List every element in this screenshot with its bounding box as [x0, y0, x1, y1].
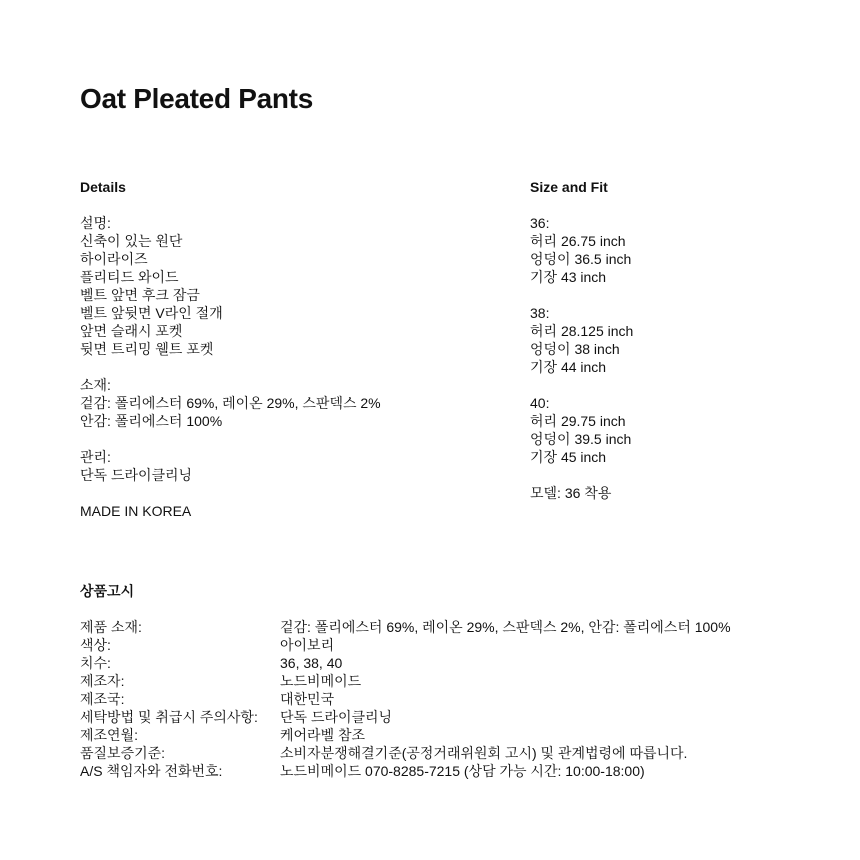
notice-row-size [80, 654, 800, 672]
details-heading: Details [80, 179, 126, 195]
description-item: 벨트 앞뒷면 V라인 절개 [80, 305, 223, 321]
material-item: 안감: 폴리에스터 100% [80, 413, 223, 429]
size-hip: 엉덩이 36.5 inch [530, 251, 632, 267]
size-block-38 [530, 304, 830, 376]
description-item: 하이라이즈 [80, 251, 148, 267]
notice-value: 대한민국 [280, 691, 335, 707]
size-length: 기장 43 inch [530, 269, 607, 285]
notice-row-quality [80, 744, 800, 762]
notice-value: 노드비메이드 070-8285-7215 (상담 가능 시간: 10:00-18:00) [280, 763, 645, 779]
description-item: 신축이 있는 원단 [80, 233, 183, 249]
notice-label: 세탁방법 및 취급시 주의사항: [80, 709, 258, 725]
size-block-36 [530, 214, 830, 286]
notice-row-manufacture-date [80, 726, 800, 744]
notice-value: 소비자분쟁해결기준(공정거래위원회 고시) 및 관계법령에 따릅니다. [280, 745, 688, 761]
size-hip: 엉덩이 39.5 inch [530, 431, 632, 447]
notice-label: 제품 소재: [80, 619, 142, 635]
notice-value: 36, 38, 40 [280, 655, 343, 671]
description-item: 뒷면 트리밍 웰트 포켓 [80, 341, 214, 357]
size-label: 38: [530, 305, 550, 321]
description-label: 설명: [80, 215, 111, 231]
material-label: 소재: [80, 377, 111, 393]
notice-value: 겉감: 폴리에스터 69%, 레이온 29%, 스판덱스 2%, 안감: 폴리에스터 100% [280, 619, 731, 635]
notice-row-manufacturer [80, 672, 800, 690]
notice-label: 제조자: [80, 673, 125, 689]
size-fit-section [530, 178, 830, 502]
description-block [80, 214, 500, 358]
care-block [80, 448, 500, 484]
notice-value: 아이보리 [280, 637, 335, 653]
size-length: 기장 45 inch [530, 449, 607, 465]
model-note: 모델: 36 착용 [530, 485, 612, 501]
size-waist: 허리 29.75 inch [530, 413, 626, 429]
description-item: 앞면 슬래시 포켓 [80, 323, 183, 339]
notice-row-color [80, 636, 800, 654]
description-item: 벨트 앞면 후크 잠금 [80, 287, 200, 303]
notice-label: 제조연월: [80, 727, 138, 743]
notice-row-as-contact [80, 762, 800, 780]
notice-row-material [80, 618, 800, 636]
size-fit-heading: Size and Fit [530, 179, 608, 195]
notice-label: 제조국: [80, 691, 125, 707]
notice-label: 치수: [80, 655, 111, 671]
size-label: 40: [530, 395, 550, 411]
notice-heading: 상품고시 [80, 583, 135, 599]
size-length: 기장 44 inch [530, 359, 607, 375]
notice-value: 단독 드라이클리닝 [280, 709, 393, 725]
material-block [80, 376, 500, 430]
material-item: 겉감: 폴리에스터 69%, 레이온 29%, 스판덱스 2% [80, 395, 381, 411]
size-waist: 허리 26.75 inch [530, 233, 626, 249]
notice-value: 노드비메이드 [280, 673, 362, 689]
notice-row-country [80, 690, 800, 708]
product-title: Oat Pleated Pants [80, 83, 313, 114]
notice-row-washing [80, 708, 800, 726]
care-item: 단독 드라이클리닝 [80, 467, 193, 483]
size-label: 36: [530, 215, 550, 231]
description-item: 플리티드 와이드 [80, 269, 179, 285]
product-notice-section [80, 582, 800, 780]
notice-value: 케어라벨 참조 [280, 727, 366, 743]
notice-label: 품질보증기준: [80, 745, 166, 761]
details-section [80, 178, 500, 520]
notice-label: 색상: [80, 637, 111, 653]
origin-text: MADE IN KOREA [80, 503, 192, 519]
size-hip: 엉덩이 38 inch [530, 341, 620, 357]
size-block-40 [530, 394, 830, 466]
size-waist: 허리 28.125 inch [530, 323, 634, 339]
notice-label: A/S 책임자와 전화번호: [80, 763, 223, 779]
care-label: 관리: [80, 449, 111, 465]
